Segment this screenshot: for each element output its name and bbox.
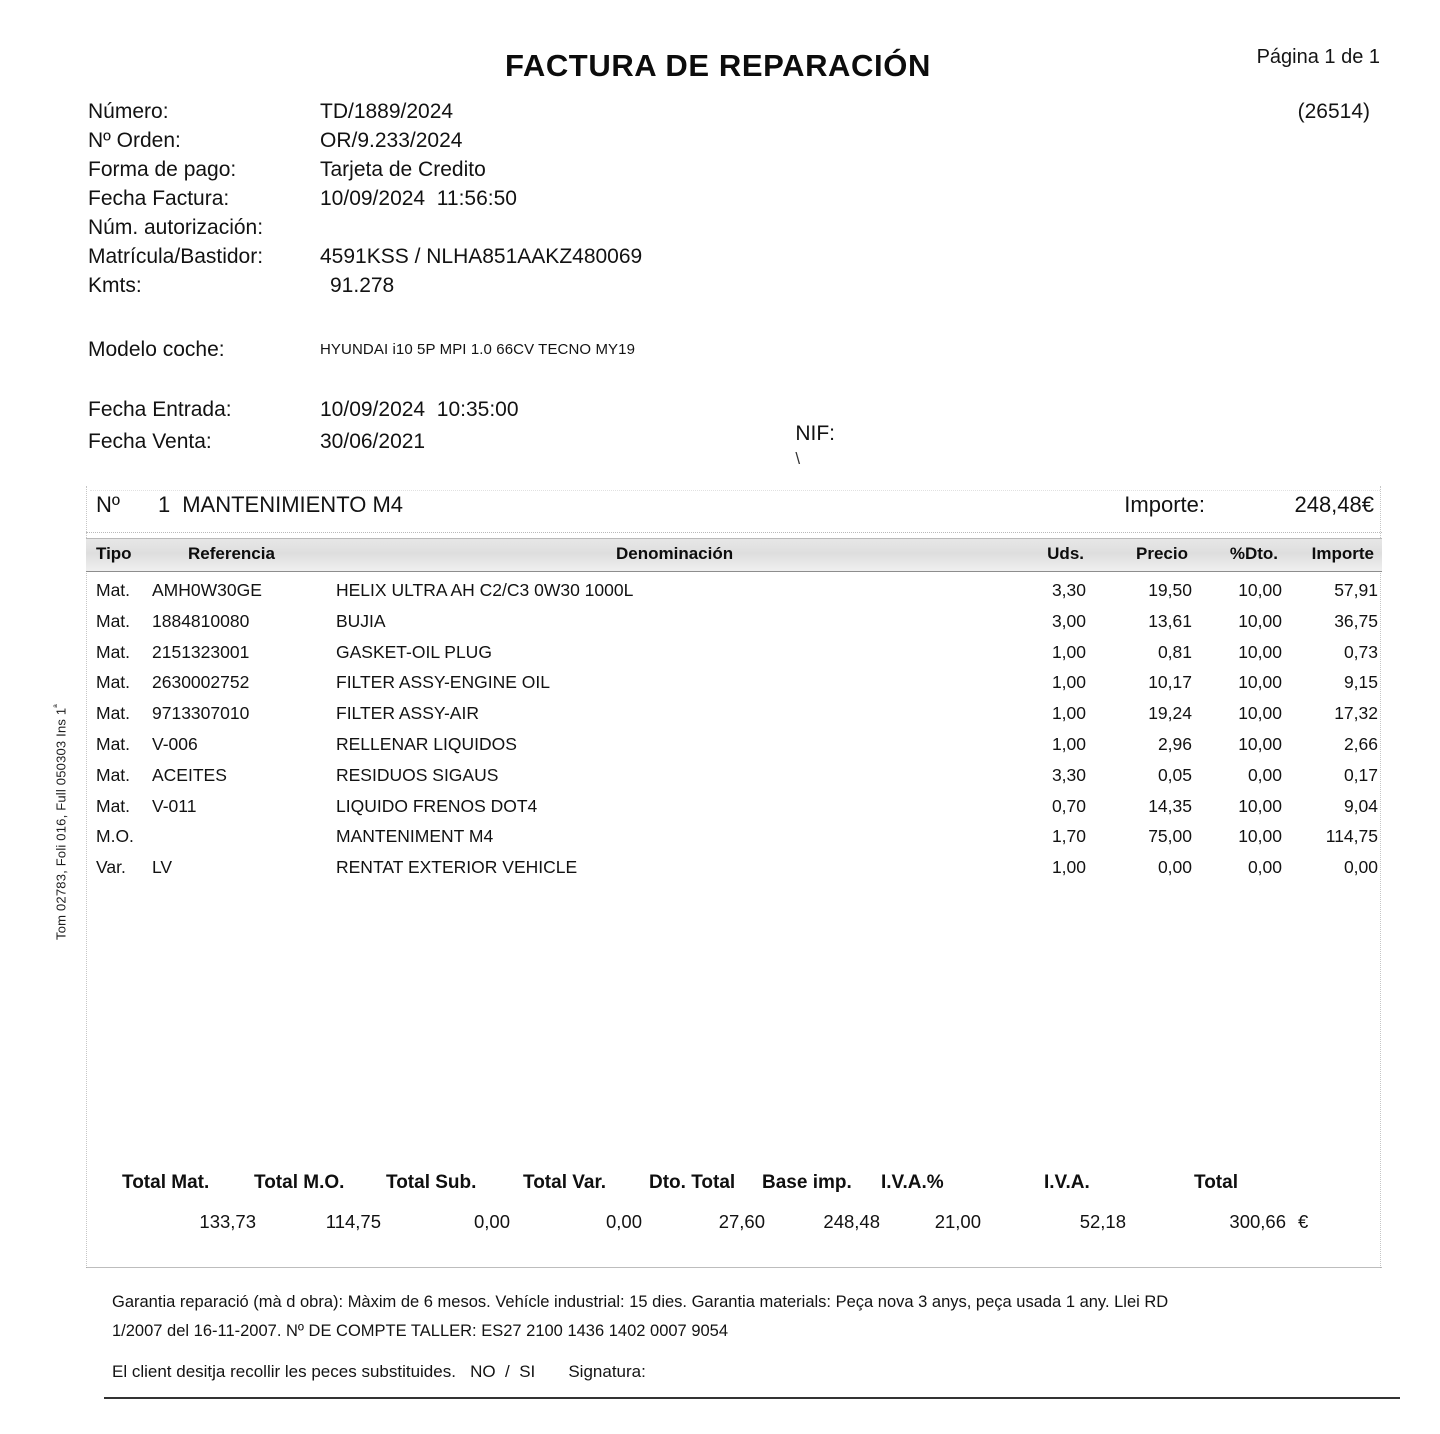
- meta-row: [88, 129, 988, 158]
- cell-precio: 0,00: [1157, 857, 1192, 878]
- total-label-iva-pct: I.V.A.%: [881, 1172, 944, 1193]
- cell-precio: 13,61: [1148, 610, 1192, 631]
- cell-dto: 10,00: [1238, 641, 1282, 662]
- job-number: 1: [157, 492, 171, 517]
- cell-importe: 0,73: [1343, 641, 1378, 662]
- total-value-total: 300,66: [1229, 1211, 1286, 1232]
- job-amount-value: 248,48€: [1294, 492, 1374, 517]
- total-value-total-sub: 0,00: [473, 1211, 510, 1232]
- cell-uds: 1,70: [1051, 826, 1086, 847]
- cell-denominacion: RENTAT EXTERIOR VEHICLE: [336, 857, 578, 878]
- warranty-note-line1: Garantia reparació (mà d obra): Màxim de 6 mesos. Vehícle industrial: 15 dies. Garantia materials: Peça nova 3 anys, peça usada 1 any. Llei RD: [112, 1293, 1169, 1311]
- cell-uds: 3,30: [1051, 580, 1086, 600]
- table-row: [86, 578, 1382, 609]
- job-name: MANTENIMIENTO M4: [182, 492, 404, 517]
- cell-uds: 1,00: [1051, 733, 1086, 754]
- total-label-iva: I.V.A.: [1044, 1172, 1090, 1193]
- cell-dto: 10,00: [1238, 826, 1282, 847]
- cell-precio: 10,17: [1148, 672, 1192, 693]
- field-label-modelo-coche: Modelo coche:: [88, 338, 225, 361]
- table-row: [86, 763, 1382, 794]
- table-row: [86, 732, 1382, 763]
- field-label-fecha-entrada: Fecha Entrada:: [88, 398, 232, 421]
- page-indicator: Página 1 de 1: [1256, 46, 1380, 68]
- field-value-kmts: 91.278: [330, 274, 395, 297]
- table-row: [86, 794, 1382, 825]
- invoice-meta-fields: [88, 100, 988, 303]
- cell-referencia: 1884810080: [152, 610, 250, 631]
- meta-row: [88, 398, 988, 430]
- column-header-dto: %Dto.: [1229, 544, 1278, 563]
- field-value-numero: TD/1889/2024: [320, 100, 454, 123]
- total-label-total-mat: Total Mat.: [122, 1172, 210, 1193]
- cell-tipo: Mat.: [96, 610, 131, 631]
- meta-row: [88, 274, 988, 303]
- total-value-iva-pct: 21,00: [934, 1211, 981, 1232]
- meta-row: [88, 216, 988, 245]
- page-title: FACTURA DE REPARACIÓN: [505, 48, 931, 83]
- column-header-importe: Importe: [1311, 544, 1374, 563]
- cell-dto: 10,00: [1238, 795, 1282, 816]
- total-label-total-var: Total Var.: [523, 1172, 607, 1193]
- field-label-forma-pago: Forma de pago:: [88, 158, 237, 181]
- cell-tipo: Mat.: [96, 795, 131, 816]
- cell-uds: 0,70: [1051, 795, 1086, 816]
- cell-referencia: ACEITES: [152, 764, 227, 785]
- field-label-nif: NIF:: [795, 422, 836, 445]
- field-value-nif: \: [795, 449, 801, 468]
- cell-referencia: 9713307010: [152, 703, 250, 724]
- table-row: [86, 824, 1382, 855]
- cell-importe: 0,17: [1343, 764, 1378, 785]
- meta-row: [88, 245, 988, 274]
- cell-precio: 0,81: [1157, 641, 1192, 662]
- cell-tipo: Mat.: [96, 733, 131, 754]
- cell-precio: 75,00: [1148, 826, 1192, 847]
- warranty-note: [112, 1288, 1402, 1346]
- cell-dto: 10,00: [1238, 733, 1282, 754]
- cell-uds: 1,00: [1051, 641, 1086, 662]
- cell-precio: 14,35: [1148, 795, 1192, 816]
- table-column-headers: [86, 538, 1382, 572]
- nif-field: [772, 398, 835, 494]
- cell-referencia: LV: [152, 857, 173, 878]
- cell-precio: 19,24: [1148, 703, 1192, 724]
- table-row: [86, 640, 1382, 671]
- cell-tipo: M.O.: [96, 826, 134, 847]
- total-value-total-mo: 114,75: [325, 1211, 381, 1232]
- field-label-orden: Nº Orden:: [88, 129, 181, 152]
- cell-tipo: Mat.: [96, 703, 131, 724]
- table-row: [86, 701, 1382, 732]
- cell-precio: 0,05: [1157, 764, 1192, 785]
- cell-denominacion: LIQUIDO FRENOS DOT4: [336, 795, 538, 816]
- table-row: [86, 855, 1382, 886]
- cell-importe: 2,66: [1343, 733, 1378, 754]
- total-value-total-mat: 133,73: [199, 1211, 256, 1232]
- total-value-iva: 52,18: [1079, 1211, 1126, 1232]
- cell-denominacion: HELIX ULTRA AH C2/C3 0W30 1000L: [336, 580, 634, 600]
- column-header-precio: Precio: [1136, 544, 1188, 563]
- cell-precio: 19,50: [1148, 580, 1192, 600]
- cell-importe: 0,00: [1343, 857, 1378, 878]
- field-value-fecha-entrada: 10/09/2024 10:35:00: [320, 398, 519, 421]
- table-body: [86, 578, 1382, 886]
- cell-tipo: Mat.: [96, 764, 131, 785]
- cell-tipo: Mat.: [96, 641, 131, 662]
- column-header-uds: Uds.: [1047, 544, 1084, 563]
- cell-dto: 10,00: [1238, 580, 1282, 600]
- job-amount-label: Importe:: [1124, 492, 1205, 517]
- cell-dto: 10,00: [1238, 672, 1282, 693]
- registry-text-body: Tom 02783, Foli 016, Full 050303 Ins 1: [53, 707, 69, 940]
- field-value-orden: OR/9.233/2024: [320, 129, 463, 152]
- cell-denominacion: FILTER ASSY-ENGINE OIL: [336, 672, 550, 693]
- cell-denominacion: FILTER ASSY-AIR: [336, 703, 479, 724]
- field-value-fecha-venta: 30/06/2021: [320, 430, 426, 453]
- registry-text-suffix: ª: [52, 704, 62, 708]
- line-items-section: [86, 486, 1382, 1268]
- cell-denominacion: RELLENAR LIQUIDOS: [336, 733, 517, 754]
- cell-importe: 57,91: [1334, 580, 1378, 600]
- field-label-numero: Número:: [88, 100, 169, 123]
- cell-referencia: AMH0W30GE: [152, 580, 262, 600]
- field-value-fecha-factura: 10/09/2024 11:56:50: [320, 187, 517, 210]
- cell-importe: 9,04: [1343, 795, 1378, 816]
- cell-denominacion: MANTENIMENT M4: [336, 826, 494, 847]
- cell-denominacion: RESIDUOS SIGAUS: [336, 764, 499, 785]
- job-number-label: Nº: [96, 492, 120, 517]
- table-bottom-rule: [86, 1267, 1382, 1268]
- cell-tipo: Mat.: [96, 672, 131, 693]
- column-header-tipo: Tipo: [96, 544, 132, 563]
- cell-importe: 17,32: [1334, 703, 1378, 724]
- cell-dto: 10,00: [1238, 703, 1282, 724]
- date-fields: [88, 398, 988, 462]
- cell-uds: 3,30: [1051, 764, 1086, 785]
- totals-section: [86, 1168, 1382, 1240]
- reference-code: (26514): [1297, 100, 1370, 123]
- cell-denominacion: GASKET-OIL PLUG: [336, 641, 492, 662]
- field-value-modelo-coche: HYUNDAI i10 5P MPI 1.0 66CV TECNO MY19: [320, 341, 636, 358]
- cell-referencia: 2151323001: [152, 641, 250, 662]
- total-value-dto-total: 27,60: [718, 1211, 765, 1232]
- column-header-referencia: Referencia: [188, 544, 275, 563]
- cell-uds: 1,00: [1051, 857, 1086, 878]
- cell-dto: 0,00: [1247, 764, 1282, 785]
- total-value-base-imp: 248,48: [823, 1211, 880, 1232]
- field-value-forma-pago: Tarjeta de Credito: [320, 158, 486, 181]
- column-header-denominacion: Denominación: [616, 544, 734, 563]
- table-separator: [86, 532, 1382, 534]
- cell-precio: 2,96: [1157, 733, 1192, 754]
- meta-row: [88, 430, 988, 462]
- total-label-dto-total: Dto. Total: [649, 1172, 736, 1193]
- field-label-fecha-venta: Fecha Venta:: [88, 430, 212, 453]
- signature-rule: [104, 1397, 1400, 1399]
- meta-row: [88, 100, 988, 129]
- cell-referencia: V-011: [152, 795, 197, 816]
- total-label-total: Total: [1194, 1172, 1238, 1193]
- cell-importe: 9,15: [1343, 672, 1378, 693]
- job-header-row: [86, 492, 1382, 528]
- cell-uds: 3,00: [1051, 610, 1086, 631]
- meta-row: [88, 158, 988, 187]
- cell-referencia: 2630002752: [152, 672, 250, 693]
- cell-tipo: Var.: [96, 857, 126, 878]
- field-label-num-autorizacion: Núm. autorización:: [88, 216, 264, 239]
- table-row: [86, 670, 1382, 701]
- cell-uds: 1,00: [1051, 703, 1086, 724]
- signature-row: El client desitja recollir les peces substituides. NO / SI Signatura:: [112, 1362, 646, 1381]
- cell-importe: 36,75: [1334, 610, 1378, 631]
- total-label-total-sub: Total Sub.: [386, 1172, 477, 1193]
- cell-importe: 114,75: [1325, 826, 1378, 847]
- field-label-kmts: Kmts:: [88, 274, 142, 297]
- total-value-total-var: 0,00: [605, 1211, 642, 1232]
- warranty-note-line2: 1/2007 del 16-11-2007. Nº DE COMPTE TALLER: ES27 2100 1436 1402 0007 9054: [112, 1322, 729, 1340]
- total-label-total-mo: Total M.O.: [254, 1172, 345, 1193]
- cell-tipo: Mat.: [96, 580, 131, 600]
- table-row: [86, 609, 1382, 640]
- meta-row: [88, 187, 988, 216]
- cell-dto: 0,00: [1247, 857, 1282, 878]
- field-label-fecha-factura: Fecha Factura:: [88, 187, 230, 210]
- registry-text: [52, 704, 68, 940]
- field-label-matricula-bastidor: Matrícula/Bastidor:: [88, 245, 264, 268]
- vehicle-model-row: [88, 338, 988, 362]
- cell-denominacion: BUJIA: [336, 610, 386, 631]
- total-label-base-imp: Base imp.: [762, 1172, 852, 1193]
- cell-dto: 10,00: [1238, 610, 1282, 631]
- cell-referencia: V-006: [152, 733, 198, 754]
- total-currency-symbol: €: [1298, 1211, 1309, 1232]
- cell-uds: 1,00: [1051, 672, 1086, 693]
- field-value-matricula-bastidor: 4591KSS / NLHA851AAKZ480069: [320, 245, 643, 268]
